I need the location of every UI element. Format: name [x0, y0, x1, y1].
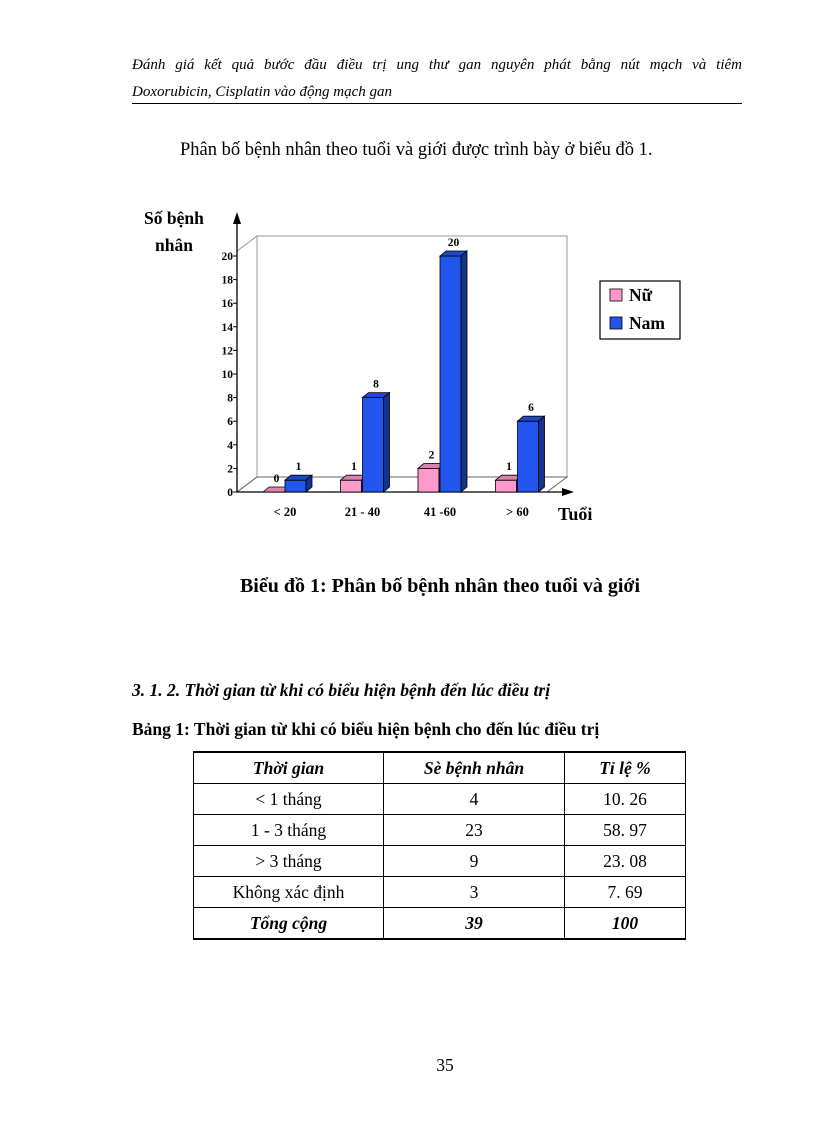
- table-cell: Không xác định: [194, 877, 384, 908]
- x-tick-label: > 60: [506, 505, 529, 519]
- y-tick-label: 2: [227, 463, 233, 476]
- table-row: [194, 846, 686, 877]
- table-cell: Tổng cộng: [194, 908, 384, 940]
- data-label: 1: [351, 461, 357, 474]
- bar-front: [518, 421, 539, 492]
- y-tick-label: 10: [221, 369, 233, 381]
- data-label: 6: [528, 402, 534, 415]
- legend-swatch: [610, 317, 622, 329]
- bar-front: [285, 480, 306, 492]
- table-header-cell: Thời gian: [194, 752, 384, 784]
- y-tick-label: 4: [227, 439, 233, 452]
- chart-caption: Biểu đồ 1: Phân bố bệnh nhân theo tuổi và giới: [239, 575, 641, 597]
- y-tick-label: 16: [221, 298, 233, 311]
- y-tick-label: 14: [221, 321, 233, 334]
- table-cell: 39: [384, 908, 565, 940]
- legend-swatch: [610, 289, 622, 301]
- y-tick-label: 18: [221, 274, 233, 287]
- table-cell: 23. 08: [565, 846, 686, 877]
- x-tick-label: < 20: [273, 505, 297, 519]
- table-row: [194, 877, 686, 908]
- table-cell: 10. 26: [565, 784, 686, 815]
- table-cell: 7. 69: [565, 877, 686, 908]
- bar-front: [418, 468, 439, 492]
- y-tick-label: 0: [227, 487, 233, 499]
- bar-side: [461, 251, 467, 492]
- bar-front: [496, 480, 517, 492]
- table-cell: 23: [384, 815, 565, 846]
- x-tick-label: 21 - 40: [344, 505, 381, 519]
- bar-side: [539, 416, 545, 492]
- x-axis-label: Tuổi: [558, 504, 593, 524]
- data-label: 20: [447, 237, 460, 249]
- data-label: 8: [373, 378, 379, 391]
- table-row: [194, 815, 686, 846]
- table-cell: < 1 tháng: [194, 784, 384, 815]
- section-heading: 3. 1. 2. Thời gian từ khi có biểu hiện bệnh đến lúc điều trị: [132, 680, 551, 700]
- data-label: 2: [428, 449, 435, 462]
- page-number: 35: [436, 1055, 454, 1075]
- table-cell: 1 - 3 tháng: [194, 815, 384, 846]
- table-cell: 100: [565, 908, 686, 940]
- y-tick-label: 12: [221, 345, 233, 358]
- running-header-line-1: Đánh giá kết quả bước đầu điều trị ung thư gan nguyên phát bằng nút mạch và tiêm: [132, 57, 742, 73]
- table-cell: > 3 tháng: [194, 846, 384, 877]
- bar-front: [440, 256, 461, 492]
- y-tick-label: 20: [221, 251, 233, 263]
- x-axis-arrow: [562, 488, 574, 496]
- table-title: Bảng 1: Thời gian từ khi có biểu hiện bệnh cho đến lúc điều trị: [132, 719, 600, 739]
- table-header-cell: Tỉ lệ %: [565, 752, 686, 784]
- y-tick-label: 6: [227, 416, 233, 429]
- x-tick-label: 41 -60: [423, 505, 457, 519]
- intro-paragraph: Phân bố bệnh nhân theo tuổi và giới được trình bày ở biểu đồ 1.: [180, 140, 653, 160]
- bar-side: [384, 393, 390, 492]
- table-header-cell: Sè bệnh nhân: [384, 752, 565, 784]
- y-tick-label: 8: [227, 392, 233, 405]
- bar-front: [341, 480, 362, 492]
- table-cell: 58. 97: [565, 815, 686, 846]
- data-label: 1: [506, 461, 512, 474]
- plot-side-wall: [237, 236, 257, 492]
- table-cell: 3: [384, 877, 565, 908]
- legend-label: Nam: [629, 313, 665, 333]
- table-cell: 4: [384, 784, 565, 815]
- table-header-row: [194, 752, 686, 784]
- data-label: 0: [273, 473, 280, 485]
- age-gender-bar-chart: [0, 0, 816, 560]
- table-cell: 9: [384, 846, 565, 877]
- bar-front: [363, 398, 384, 492]
- legend-label: Nữ: [629, 285, 653, 305]
- duration-table: [193, 751, 686, 940]
- table-row: [194, 784, 686, 815]
- table-total-row: [194, 908, 686, 940]
- y-axis-label: nhân: [155, 235, 193, 255]
- running-header-line-2: Doxorubicin, Cisplatin vào động mạch gan: [132, 84, 392, 100]
- y-axis-label: Số bệnh: [144, 208, 204, 228]
- data-label: 1: [295, 461, 302, 474]
- y-axis-arrow: [233, 212, 241, 224]
